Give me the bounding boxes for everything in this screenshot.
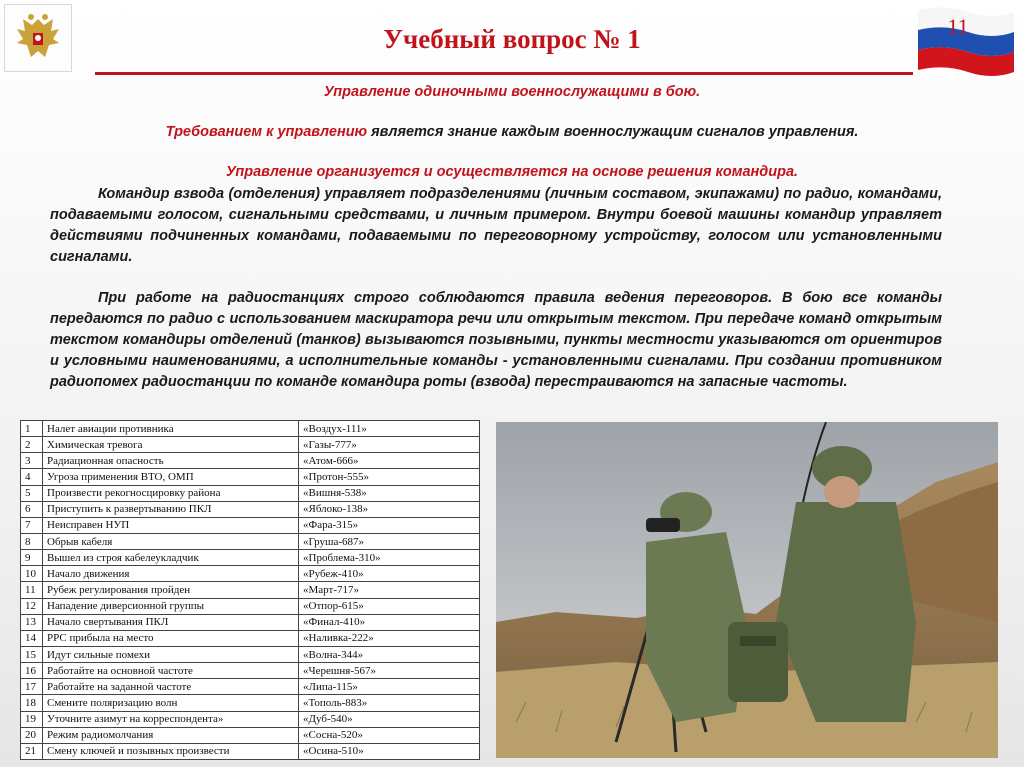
table-row (21, 695, 480, 711)
table-row (21, 743, 480, 759)
table-row (21, 485, 480, 501)
signal-command: Вышел из строя кабелеукладчик (43, 550, 299, 566)
table-row (21, 501, 480, 517)
table-row (21, 711, 480, 727)
signal-number: 9 (21, 550, 43, 566)
signal-command: Работайте на заданной частоте (43, 679, 299, 695)
signal-code: «Рубеж-410» (299, 566, 480, 582)
signal-number: 14 (21, 630, 43, 646)
signal-number: 16 (21, 663, 43, 679)
table-row (21, 598, 480, 614)
signal-code: «Черешня-567» (299, 663, 480, 679)
signal-command: Химическая тревога (43, 437, 299, 453)
signal-number: 12 (21, 598, 43, 614)
signal-number: 17 (21, 679, 43, 695)
signal-code: «Наливка-222» (299, 630, 480, 646)
signal-command: Неисправен НУП (43, 517, 299, 533)
signal-number: 20 (21, 727, 43, 743)
signal-command: Смену ключей и позывных произвести (43, 743, 299, 759)
signal-number: 11 (21, 582, 43, 598)
signal-code: «Фара-315» (299, 517, 480, 533)
signal-code: «Тополь-883» (299, 695, 480, 711)
signal-code: «Финал-410» (299, 614, 480, 630)
table-row (21, 614, 480, 630)
signal-number: 8 (21, 533, 43, 549)
table-row (21, 630, 480, 646)
table-row (21, 437, 480, 453)
signal-command: Режим радиомолчания (43, 727, 299, 743)
requirement-highlight: Требованием к управлению (165, 124, 368, 140)
soldiers-photo-illustration (496, 422, 998, 758)
table-row (21, 663, 480, 679)
table-row (21, 469, 480, 485)
signal-code: «Март-717» (299, 582, 480, 598)
organization-line: Управление организуется и осуществляется на основе решения командира. (225, 164, 799, 180)
signal-number: 4 (21, 469, 43, 485)
signal-code: «Воздух-111» (299, 421, 480, 437)
table-row (21, 421, 480, 437)
signal-command: Смените поляризацию волн (43, 695, 299, 711)
signal-number: 13 (21, 614, 43, 630)
table-row (21, 582, 480, 598)
title-divider (95, 72, 913, 75)
table-row (21, 727, 480, 743)
page-title: Учебный вопрос № 1 (383, 24, 641, 54)
signal-number: 21 (21, 743, 43, 759)
signal-command: Рубеж регулирования пройден (43, 582, 299, 598)
signal-code: «Атом-666» (299, 453, 480, 469)
soldiers-photo (496, 422, 998, 758)
signal-number: 6 (21, 501, 43, 517)
signal-number: 2 (21, 437, 43, 453)
signal-number: 15 (21, 646, 43, 662)
paragraph-radio: При работе на радиостанциях строго соблюдаются правила ведения переговоров. В бою все команды передаются по радио с использованием маскиратора речи или открытым текстом. При передаче команд открытым текстом командиры отделений (танков) вызываются позывными, пункты местности указываются от ориентиров и условными наименованиями, а исполнительные команды - установленными сигналами. При создании противником радиопомех радиостанции по команде командира роты (взвода) перестраиваются на запасные частоты. (50, 290, 942, 390)
signals-table-body (21, 421, 480, 760)
signal-number: 10 (21, 566, 43, 582)
signal-code: «Яблоко-138» (299, 501, 480, 517)
signal-command: Радиационная опасность (43, 453, 299, 469)
signal-command: Обрыв кабеля (43, 533, 299, 549)
signal-command: Налет авиации противника (43, 421, 299, 437)
signal-command: Работайте на основной частоте (43, 663, 299, 679)
requirement-rest: является знание каждым военнослужащим сигналов управления. (367, 124, 859, 140)
signal-code: «Протон-555» (299, 469, 480, 485)
signal-code: «Сосна-520» (299, 727, 480, 743)
signal-code: «Липа-115» (299, 679, 480, 695)
signal-command: Идут сильные помехи (43, 646, 299, 662)
signals-table (20, 420, 480, 760)
signal-command: Приступить к развертыванию ПКЛ (43, 501, 299, 517)
signal-code: «Вишня-538» (299, 485, 480, 501)
signal-command: РРС прибыла на место (43, 630, 299, 646)
table-row (21, 550, 480, 566)
signal-code: «Отпор-615» (299, 598, 480, 614)
signal-number: 18 (21, 695, 43, 711)
signal-command: Начало движения (43, 566, 299, 582)
signal-number: 19 (21, 711, 43, 727)
signal-number: 7 (21, 517, 43, 533)
signal-code: «Осина-510» (299, 743, 480, 759)
paragraph-commander: Командир взвода (отделения) управляет подразделениями (личным составом, экипажами) по радио, командами, подаваемыми голосом, сигнальными средствами, и личным примером. Внутри боевой машины командир управляет действиями подчиненных командами, подаваемыми по переговорному устройству, голосом или установленными сигналами. (50, 186, 942, 265)
table-row (21, 517, 480, 533)
signal-number: 5 (21, 485, 43, 501)
signal-code: «Дуб-540» (299, 711, 480, 727)
table-row (21, 533, 480, 549)
signal-command: Нападение диверсионной группы (43, 598, 299, 614)
signal-number: 3 (21, 453, 43, 469)
signal-code: «Проблема-310» (299, 550, 480, 566)
signal-command: Угроза применения ВТО, ОМП (43, 469, 299, 485)
signal-command: Произвести рекогносцировку района (43, 485, 299, 501)
table-row (21, 646, 480, 662)
signal-command: Уточните азимут на корреспондента» (43, 711, 299, 727)
requirement-line (0, 124, 1024, 140)
signal-code: «Груша-687» (299, 533, 480, 549)
signal-number: 1 (21, 421, 43, 437)
signal-code: «Газы-777» (299, 437, 480, 453)
signal-code: «Волна-344» (299, 646, 480, 662)
table-row (21, 453, 480, 469)
table-row (21, 566, 480, 582)
subtitle: Управление одиночными военнослужащими в бою. (323, 84, 701, 100)
slide-number: 11 (947, 14, 969, 39)
table-row (21, 679, 480, 695)
signal-command: Начало свертывания ПКЛ (43, 614, 299, 630)
